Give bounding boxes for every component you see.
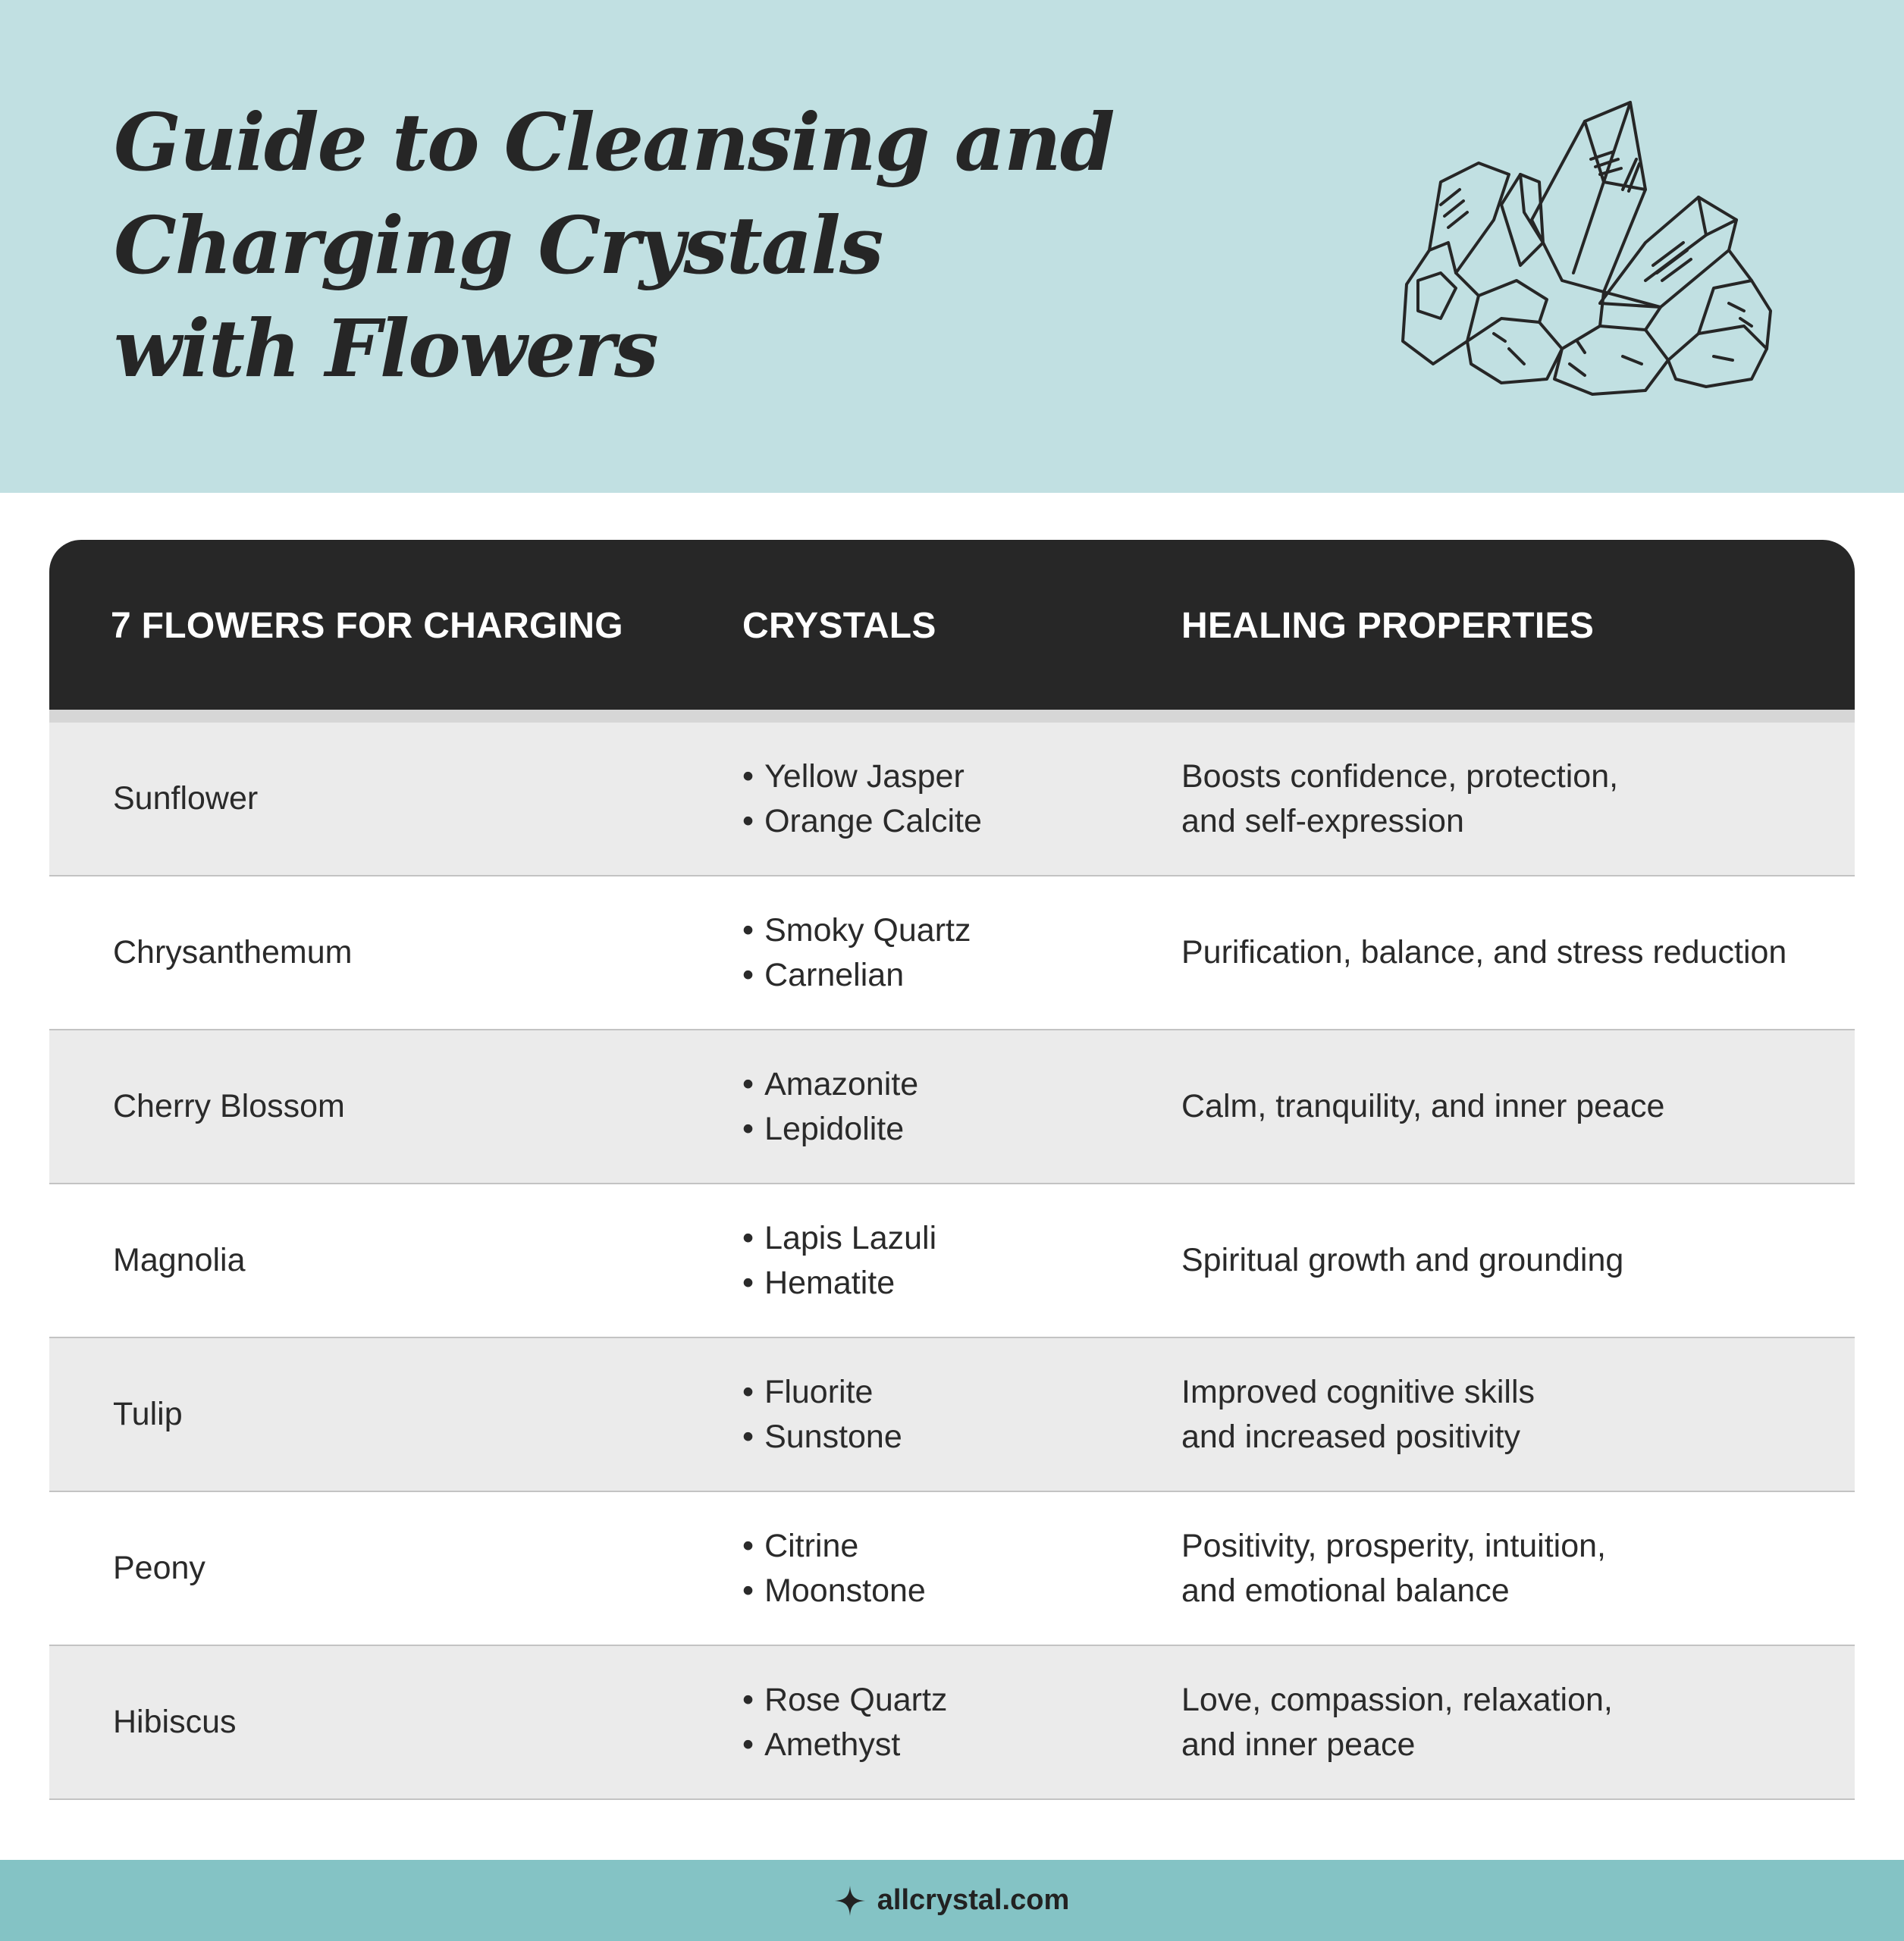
crystals-cell <box>742 1646 947 1798</box>
page-title <box>114 91 1113 400</box>
title-line-3: with Flowers <box>114 302 657 395</box>
table-row <box>49 1030 1855 1184</box>
flower-cell: Magnolia <box>113 1242 246 1278</box>
table-row <box>49 1646 1855 1800</box>
flower-cell: Chrysanthemum <box>113 934 353 970</box>
table-header <box>49 540 1855 710</box>
crystal-item: • Carnelian <box>742 953 971 998</box>
sparkle-star-icon <box>835 1886 865 1916</box>
flower-cell: Cherry Blossom <box>113 1088 345 1124</box>
properties-text: Boosts confidence, protection, and self-expression <box>1181 757 1619 839</box>
flower-cell: Tulip <box>113 1396 183 1432</box>
crystal-item: • Rose Quartz <box>742 1678 947 1723</box>
crystals-cell <box>742 723 982 875</box>
crystal-item: • Hematite <box>742 1261 936 1306</box>
properties-cell <box>1181 1492 1606 1645</box>
properties-text: Positivity, prosperity, intuition, and emotional balance <box>1181 1527 1607 1609</box>
flower-cell: Hibiscus <box>113 1704 237 1740</box>
crystals-cell <box>742 1338 902 1491</box>
crystals-cell <box>742 1184 936 1337</box>
title-line-2: Charging Crystals <box>114 199 883 292</box>
table-row <box>49 1338 1855 1492</box>
table-row <box>49 1492 1855 1646</box>
properties-text: Spiritual growth and grounding <box>1181 1242 1624 1278</box>
properties-cell <box>1181 1646 1613 1798</box>
properties-cell <box>1181 1184 1623 1337</box>
site-link[interactable]: allcrystal.com <box>877 1884 1070 1916</box>
crystal-item: • Smoky Quartz <box>742 908 971 953</box>
table-row <box>49 723 1855 876</box>
title-line-1: Guide to Cleansing and <box>114 96 1114 189</box>
column-header-crystals: CRYSTALS <box>742 606 936 646</box>
crystals-cell <box>742 1492 926 1645</box>
header-shadow <box>49 710 1855 723</box>
properties-cell <box>1181 876 1786 1029</box>
crystals-cell <box>742 876 971 1029</box>
column-header-flowers: 7 FLOWERS FOR CHARGING <box>111 606 623 646</box>
table-row <box>49 1184 1855 1338</box>
properties-text: Calm, tranquility, and inner peace <box>1181 1088 1665 1124</box>
crystal-item: • Amethyst <box>742 1723 947 1767</box>
properties-cell <box>1181 723 1618 875</box>
flower-cell: Sunflower <box>113 780 259 817</box>
properties-text: Improved cognitive skills and increased positivity <box>1181 1373 1535 1455</box>
crystal-item: • Amazonite <box>742 1062 918 1107</box>
properties-cell <box>1181 1030 1664 1183</box>
flowers-table <box>49 540 1855 1800</box>
header-banner <box>0 0 1904 493</box>
crystal-item: • Sunstone <box>742 1415 902 1460</box>
flower-cell: Peony <box>113 1550 205 1586</box>
footer-bar <box>0 1860 1904 1941</box>
properties-text: Love, compassion, relaxation, and inner peace <box>1181 1681 1613 1763</box>
crystals-cell <box>742 1030 918 1183</box>
crystal-cluster-illustration <box>1395 91 1782 409</box>
crystal-item: • Lepidolite <box>742 1107 918 1152</box>
crystal-item: • Orange Calcite <box>742 799 982 844</box>
crystal-item: • Moonstone <box>742 1569 926 1613</box>
crystal-item: • Fluorite <box>742 1370 902 1415</box>
column-header-properties: HEALING PROPERTIES <box>1181 606 1595 646</box>
table-row <box>49 876 1855 1030</box>
crystal-item: • Lapis Lazuli <box>742 1216 936 1261</box>
crystal-item: • Yellow Jasper <box>742 754 982 799</box>
properties-text: Purification, balance, and stress reduction <box>1181 934 1787 970</box>
properties-cell <box>1181 1338 1535 1491</box>
crystal-item: • Citrine <box>742 1524 926 1569</box>
